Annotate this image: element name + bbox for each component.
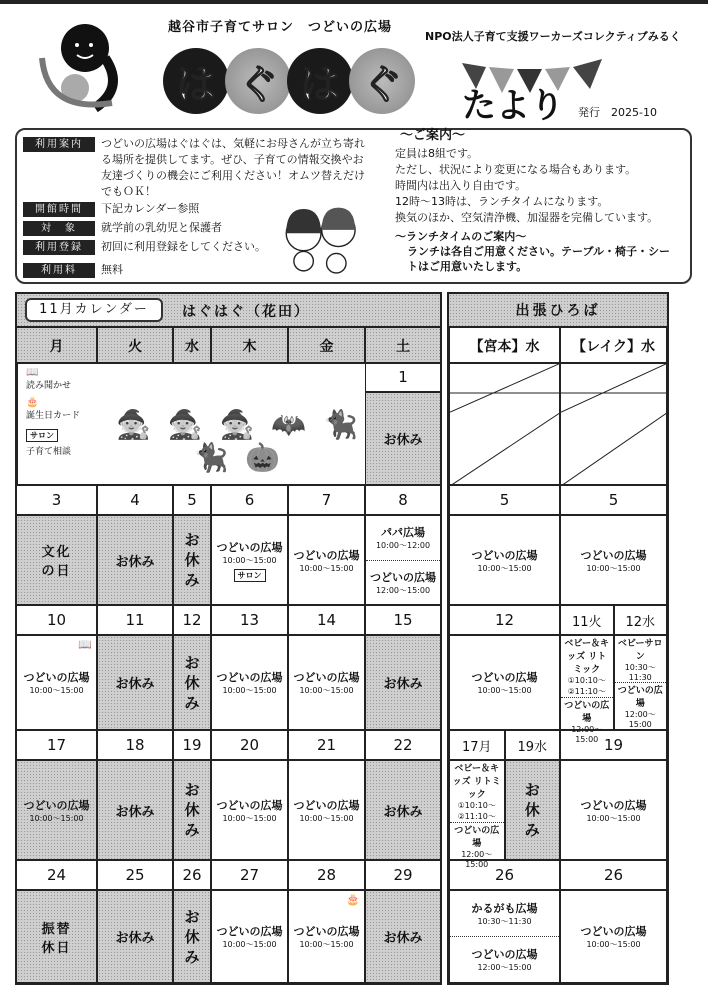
closed-char: お	[184, 653, 200, 672]
guide-line: 12時～13時は、ランチタイムになります。	[395, 195, 609, 208]
salon-badge: サロン	[234, 569, 266, 582]
date-number: 12	[182, 611, 202, 629]
event-time: 10:00～15:00	[222, 813, 277, 823]
date-header	[505, 730, 561, 760]
event-title: つどいの広場	[216, 671, 283, 684]
date-header	[97, 485, 173, 515]
event-time: 10:00～15:00	[477, 563, 532, 573]
event-title: つどいの広場	[23, 671, 90, 684]
calendar-title: はぐはぐ（花田）	[182, 304, 310, 320]
event-time: 10:00～15:00	[299, 813, 354, 823]
day-cell	[449, 515, 560, 605]
weekday-header	[16, 327, 97, 364]
event-time: 10:00～15:00	[299, 940, 354, 949]
event-title: パパ広場	[381, 526, 425, 540]
day-cell	[365, 760, 441, 860]
hours-text: 下記カレンダー参照	[101, 202, 200, 215]
date-header	[365, 605, 441, 635]
logo-icon	[30, 18, 130, 118]
event-title: つどいの広場	[216, 798, 283, 812]
date-number: 17月	[461, 739, 492, 755]
event-time: 10:00～15:00	[299, 563, 354, 573]
closed-vertical-label	[184, 653, 199, 713]
legend-illustration-cell	[17, 362, 366, 485]
event-time: 10:00～15:00	[586, 813, 641, 823]
date-header	[560, 730, 667, 760]
event-title: ベビーサロン	[617, 639, 663, 662]
date-number: 24	[46, 866, 67, 884]
empty-cell	[560, 362, 667, 485]
outreach-title-bar	[449, 294, 667, 327]
event-title: お休み	[383, 931, 423, 946]
day-cell	[365, 635, 441, 730]
day-cell	[211, 515, 288, 605]
guide-text	[395, 146, 658, 226]
date-number: 5	[187, 491, 197, 509]
event-part	[450, 761, 504, 822]
day-cell	[560, 890, 667, 983]
event-title: つどいの広場	[293, 548, 360, 562]
date-header	[211, 485, 288, 515]
event-title: お休み	[115, 677, 155, 692]
date-header	[16, 605, 97, 635]
date-header	[16, 485, 97, 515]
date-number: 29	[393, 866, 413, 884]
event-time: 12:00～15:00	[461, 850, 493, 869]
closed-char: み	[184, 693, 200, 712]
day-cell	[16, 515, 97, 605]
book-icon: 📖	[78, 638, 92, 651]
day-cell	[16, 635, 97, 730]
closed-char: 休	[184, 673, 200, 692]
day-cell	[173, 515, 211, 605]
location-label: 【宮本】水	[469, 338, 540, 355]
date-number: 6	[244, 491, 255, 509]
event-time: 12:00～15:00	[571, 725, 603, 744]
event-title: つどいの広場	[293, 798, 360, 812]
event-title: お休み	[115, 931, 155, 946]
event-time: 10:00～15:00	[477, 686, 532, 695]
day-cell	[97, 760, 173, 860]
event-title: お休み	[383, 677, 423, 692]
cake-icon: 🎂	[26, 397, 39, 408]
date-number: 12	[494, 611, 515, 629]
label-usage: 利用案内	[23, 137, 95, 152]
date-number: 26	[603, 866, 624, 884]
event-part	[561, 636, 613, 697]
day-cell	[288, 635, 365, 730]
newsletter-title	[163, 48, 411, 114]
closed-vertical-label	[184, 907, 199, 967]
weekday-label: 金	[319, 338, 334, 355]
date-number: 28	[316, 866, 337, 884]
date-number: 27	[239, 866, 260, 884]
calendar-outreach	[447, 292, 669, 985]
date-number: 12水	[625, 614, 656, 630]
book-icon: 📖	[26, 367, 39, 378]
event-time: 10:00～12:00	[375, 541, 431, 551]
event-time: 10:00～15:00	[29, 686, 84, 695]
date-header	[211, 605, 288, 635]
day-cell	[288, 760, 365, 860]
event-part	[366, 560, 440, 605]
event-part	[366, 516, 440, 560]
date-header	[288, 605, 365, 635]
date-header	[173, 605, 211, 635]
date-header	[288, 730, 365, 760]
date-header	[449, 730, 505, 760]
lunch-text	[407, 244, 670, 274]
date-header	[97, 860, 173, 890]
event-time: 10:00～15:00	[299, 686, 354, 695]
closed-vertical-label	[184, 530, 199, 590]
salon-badge: サロン	[26, 429, 58, 442]
day-cell	[365, 515, 441, 605]
date-header	[288, 485, 365, 515]
closed-char: み	[184, 821, 200, 839]
day-cell	[505, 760, 561, 860]
day-cell	[288, 515, 365, 605]
event-time: 10:00～15:00	[586, 940, 641, 949]
date-header	[449, 605, 560, 635]
day-cell	[614, 635, 668, 730]
closed-vertical-label	[525, 780, 540, 840]
date-header	[97, 730, 173, 760]
event-title: つどいの広場	[580, 798, 647, 812]
top-border	[0, 0, 708, 4]
weekday-label: 水	[185, 338, 199, 355]
event-title: 振替休日	[41, 921, 72, 956]
event-title: つどいの広場	[580, 925, 647, 938]
date-header	[211, 730, 288, 760]
date-number: 14	[316, 611, 337, 629]
date-number: 15	[393, 611, 413, 629]
date-header	[173, 485, 211, 515]
day-cell	[365, 890, 441, 983]
closed-vertical-label	[184, 780, 199, 840]
day-cell	[449, 760, 505, 869]
date-number: 20	[239, 736, 260, 754]
weekday-label: 月	[49, 338, 64, 355]
event-title: お休み	[383, 433, 423, 448]
closed-char: み	[184, 947, 200, 966]
issue-date: 発行 2025-10	[578, 106, 657, 119]
calendar-title-bar	[17, 294, 440, 327]
diagonal-line	[561, 363, 668, 486]
event-time: 10:30～11:30	[624, 663, 656, 682]
registration-text: 初回に利用登録をしてください。	[101, 240, 266, 253]
day-cell	[560, 760, 667, 860]
guide-title: ～ご案内～	[400, 128, 466, 143]
guide-line: 換気のほか、空気清浄機、加湿器を完備しています。	[395, 211, 659, 224]
closed-char: 休	[184, 801, 200, 819]
day-cell	[560, 515, 667, 605]
weekday-header	[173, 327, 211, 364]
closed-char: 休	[184, 927, 200, 946]
weekday-label: 土	[396, 338, 410, 355]
day-cell	[211, 635, 288, 730]
date-header	[365, 485, 441, 515]
event-time: 12:00～15:00	[624, 710, 656, 729]
date-header	[560, 605, 614, 635]
event-time: 10:00～15:00	[586, 563, 641, 573]
date-header	[560, 860, 667, 890]
date-header	[365, 730, 441, 760]
title-char: ぐ	[349, 48, 415, 114]
cake-icon: 🎂	[346, 893, 360, 906]
event-title: つどいの広場	[293, 925, 360, 938]
legend-label: 読み聞かせ	[26, 381, 72, 391]
closed-char: お	[184, 907, 200, 926]
lunch-title: ～ランチタイムのご案内～	[395, 230, 527, 243]
date-number: 25	[125, 866, 145, 884]
day-cell	[560, 635, 614, 744]
event-title: つどいの広場	[23, 798, 90, 812]
date-number: 11	[125, 611, 145, 629]
event-time: ①10:10～ ②11:10～	[457, 801, 496, 821]
day-cell	[449, 635, 560, 730]
event-time: 10:00～15:00	[29, 813, 84, 823]
date-number: 11火	[571, 614, 602, 630]
date-header	[449, 485, 560, 515]
event-title: かるがも広場	[471, 902, 538, 915]
closed-char: み	[184, 571, 200, 589]
date-header	[16, 860, 97, 890]
title-char: は	[287, 48, 353, 114]
day-cell	[16, 890, 97, 983]
lunch-line: ランチは各自ご用意ください。テーブル・椅子・シー	[407, 245, 671, 258]
event-title: つどいの広場	[216, 925, 283, 938]
event-time: 10:00～15:00	[222, 555, 277, 565]
day-cell	[97, 890, 173, 983]
event-time: 10:00～15:00	[222, 940, 277, 949]
guide-line: 定員は8組です。	[395, 147, 479, 160]
date-number: 21	[316, 736, 337, 754]
title-char: ぐ	[225, 48, 291, 114]
lunch-line: トはご用意いたします。	[407, 260, 528, 273]
weekday-label: 火	[128, 338, 142, 355]
date-header	[560, 485, 667, 515]
closed-char: お	[524, 781, 540, 799]
label-registration: 利用登録	[23, 240, 95, 255]
event-part	[615, 682, 667, 729]
day-cell	[97, 635, 173, 730]
guide-line: ただし、状況により変更になる場合もあります。	[395, 163, 637, 176]
event-time: ①10:10～ ②11:10～	[567, 676, 606, 696]
calendar-hanada	[15, 292, 442, 985]
closed-char: み	[524, 821, 540, 839]
weekday-label: 木	[242, 338, 257, 355]
day-cell	[173, 760, 211, 860]
location-header	[560, 327, 667, 364]
target-text: 就学前の乳幼児と保護者	[101, 221, 222, 234]
guide-line: 時間内は出入り自由です。	[395, 179, 527, 192]
event-title: つどいの広場	[293, 671, 360, 684]
date-number: 26	[182, 866, 202, 884]
weekday-header	[288, 327, 365, 364]
date-header	[16, 730, 97, 760]
empty-cell	[449, 362, 560, 485]
event-title: つどいの広場	[454, 826, 500, 849]
event-title: つどいの広場	[216, 540, 283, 554]
witches-illustration: 🧙 🧙 🧙 🦇 🐈‍⬛ 🐈‍⬛ 🎃	[116, 408, 362, 474]
date-number: 26	[494, 866, 515, 884]
legend-label: 子育て相談	[26, 447, 72, 457]
weekday-header	[211, 327, 288, 364]
date-header	[365, 362, 441, 392]
date-header	[173, 730, 211, 760]
day-cell	[365, 392, 441, 485]
event-time: 12:00～15:00	[477, 963, 532, 972]
date-number: 3	[51, 491, 62, 509]
date-number: 18	[125, 736, 145, 754]
label-target: 対 象	[23, 221, 95, 236]
event-title: つどいの広場	[617, 686, 663, 709]
location-label: 【レイク】水	[571, 338, 656, 355]
event-title: つどいの広場	[471, 548, 538, 562]
label-fee: 利用料	[23, 263, 95, 278]
day-cell	[97, 515, 173, 605]
event-title: つどいの広場	[471, 671, 538, 684]
day-cell	[288, 890, 365, 983]
event-part	[615, 636, 667, 682]
date-number: 5	[608, 491, 619, 509]
date-number: 8	[398, 491, 408, 509]
day-cell	[449, 890, 560, 983]
day-cell	[16, 760, 97, 860]
event-time: 12:00～15:00	[375, 585, 431, 595]
date-header	[614, 605, 668, 635]
date-header	[211, 860, 288, 890]
event-title: お休み	[115, 554, 155, 570]
date-header	[288, 860, 365, 890]
event-title: ベビー＆キッズ リトミック	[452, 764, 501, 800]
closed-char: 休	[524, 801, 540, 819]
month-label: 11月カレンダー	[25, 298, 163, 322]
event-part	[450, 936, 559, 982]
usage-text: つどいの広場はぐはぐは、気軽にお母さんが立ち寄れる場所を提供してます。ぜひ、子育ての情報交換やお友達づくりの機会にご利用ください！オムツ替えだけでもＯＫ！	[101, 137, 365, 198]
label-hours: 開館時間	[23, 202, 95, 217]
day-cell	[173, 890, 211, 983]
event-title: つどいの広場	[370, 570, 436, 584]
event-title: ベビー＆キッズ リトミック	[564, 639, 610, 675]
closed-char: 休	[184, 551, 200, 569]
day-cell	[173, 635, 211, 730]
event-title: お休み	[383, 804, 423, 820]
weekday-header	[365, 327, 441, 364]
date-number: 5	[499, 491, 510, 509]
event-part	[450, 891, 559, 936]
mothers-illustration	[279, 202, 363, 282]
closed-char: お	[184, 781, 200, 799]
tayori-title: たより	[462, 86, 564, 126]
weekday-header	[97, 327, 173, 364]
event-time: 10:00～15:00	[222, 686, 277, 695]
legend-label: 誕生日カード	[26, 411, 81, 421]
location-header	[449, 327, 560, 364]
date-header	[173, 860, 211, 890]
organization-name: NPO法人子育て支援ワーカーズコレクティブみるく	[425, 30, 681, 43]
event-time: 10:30～11:30	[477, 917, 532, 926]
date-number: 10	[46, 611, 67, 629]
subtitle: 越谷市子育てサロン つどいの広場	[168, 20, 393, 35]
fee-text: 無料	[101, 263, 123, 276]
date-number: 13	[239, 611, 260, 629]
event-title: つどいの広場	[564, 701, 610, 724]
date-header	[365, 860, 441, 890]
closed-char: お	[184, 531, 200, 549]
date-number: 7	[321, 491, 332, 509]
date-header	[449, 860, 560, 890]
event-title: つどいの広場	[580, 548, 647, 562]
day-cell	[211, 760, 288, 860]
day-cell	[211, 890, 288, 983]
event-title: お休み	[115, 804, 155, 820]
date-number: 19水	[517, 739, 548, 755]
event-title: 文化の日	[41, 545, 72, 579]
date-number: 19	[603, 736, 624, 754]
date-number: 17	[46, 736, 67, 754]
date-number: 19	[182, 736, 202, 754]
event-title: つどいの広場	[471, 948, 538, 961]
diagonal-line	[450, 363, 561, 486]
outreach-title: 出張ひろば	[515, 303, 601, 319]
date-number: 4	[130, 491, 140, 509]
date-number: 22	[393, 736, 413, 754]
date-number: 1	[398, 368, 408, 386]
date-header	[97, 605, 173, 635]
title-char: は	[163, 48, 229, 114]
